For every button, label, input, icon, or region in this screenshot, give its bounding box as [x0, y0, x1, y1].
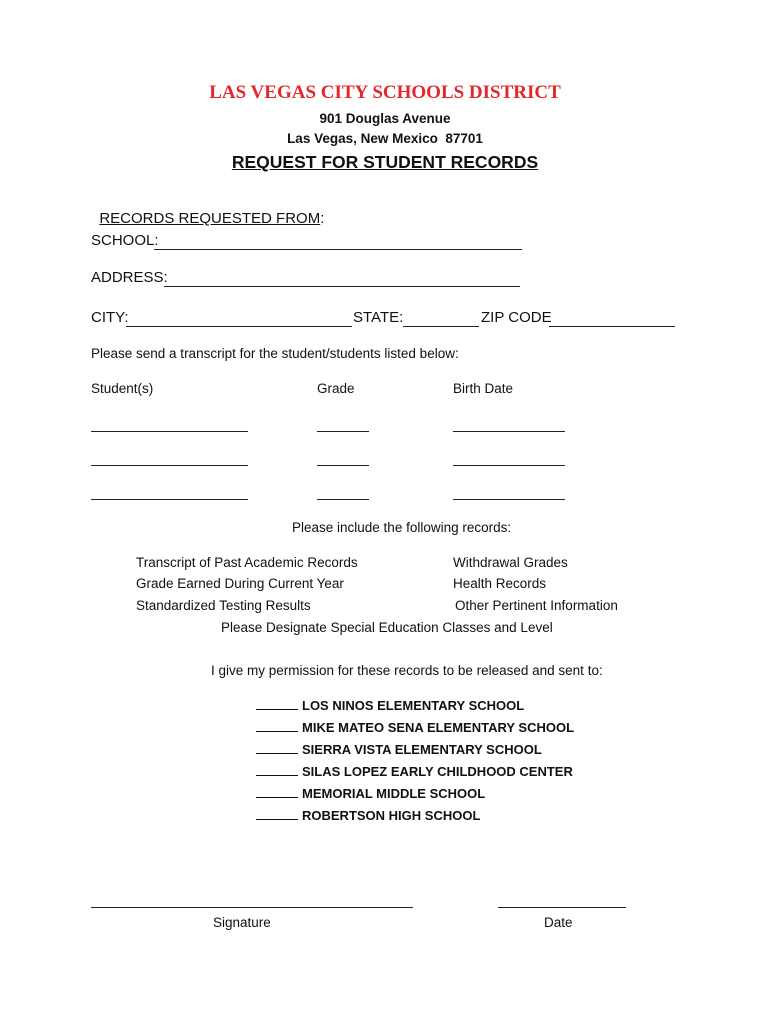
- checkbox-blank[interactable]: [256, 720, 298, 732]
- checkbox-blank[interactable]: [256, 808, 298, 820]
- special-ed-note: Please Designate Special Education Classes and Level: [221, 620, 553, 635]
- zip-field[interactable]: [549, 326, 675, 327]
- student-grade-field[interactable]: [317, 431, 369, 432]
- transcript-request-text: Please send a transcript for the student/students listed below:: [91, 346, 459, 361]
- student-birth-date-field[interactable]: [453, 499, 565, 500]
- state-field-label: STATE:: [353, 309, 404, 326]
- destination-school-option[interactable]: [256, 742, 542, 757]
- destination-school-option[interactable]: [256, 764, 573, 779]
- student-birth-date-field[interactable]: [453, 465, 565, 466]
- record-item: Health Records: [453, 576, 547, 591]
- student-name-field[interactable]: [91, 499, 248, 500]
- signature-label: Signature: [213, 915, 271, 930]
- checkbox-blank[interactable]: [256, 742, 298, 754]
- school-field[interactable]: [154, 249, 522, 250]
- school-field-label: SCHOOL:: [91, 232, 159, 249]
- record-item: Grade Earned During Current Year: [136, 576, 344, 591]
- student-name-field[interactable]: [91, 431, 248, 432]
- destination-school-label: LOS NINOS ELEMENTARY SCHOOL: [302, 698, 525, 713]
- record-item: Other Pertinent Information: [455, 598, 618, 613]
- date-field[interactable]: [498, 907, 626, 908]
- destination-school-option[interactable]: [256, 808, 480, 823]
- column-header-students: Student(s): [91, 381, 154, 396]
- destination-school-label: SIERRA VISTA ELEMENTARY SCHOOL: [302, 742, 542, 757]
- record-item: Withdrawal Grades: [453, 555, 568, 570]
- column-header-birth-date: Birth Date: [453, 381, 514, 396]
- records-requested-from-colon: :: [320, 210, 325, 227]
- address-field-label: ADDRESS:: [91, 269, 168, 286]
- date-label: Date: [544, 915, 573, 930]
- records-intro: Please include the following records:: [292, 520, 512, 535]
- form-title: REQUEST FOR STUDENT RECORDS: [231, 152, 539, 172]
- destination-school-label: MEMORIAL MIDDLE SCHOOL: [302, 786, 486, 801]
- student-birth-date-field[interactable]: [453, 431, 565, 432]
- column-header-grade: Grade: [317, 381, 355, 396]
- destination-school-label: SILAS LOPEZ EARLY CHILDHOOD CENTER: [302, 764, 573, 779]
- district-address-street: 901 Douglas Avenue: [319, 111, 451, 126]
- district-name: LAS VEGAS CITY SCHOOLS DISTRICT: [209, 82, 561, 103]
- record-item: Transcript of Past Academic Records: [136, 555, 358, 570]
- records-requested-from-label: [91, 193, 324, 227]
- checkbox-blank[interactable]: [256, 786, 298, 798]
- student-name-field[interactable]: [91, 465, 248, 466]
- address-field[interactable]: [164, 286, 520, 287]
- permission-text: I give my permission for these records to be released and sent to:: [211, 663, 603, 678]
- destination-school-label: ROBERTSON HIGH SCHOOL: [302, 808, 481, 823]
- checkbox-blank[interactable]: [256, 764, 298, 776]
- student-grade-field[interactable]: [317, 499, 369, 500]
- checkbox-blank[interactable]: [256, 698, 298, 710]
- student-grade-field[interactable]: [317, 465, 369, 466]
- destination-school-option[interactable]: [256, 698, 524, 713]
- destination-school-option[interactable]: [256, 786, 485, 801]
- state-field[interactable]: [403, 326, 479, 327]
- destination-school-label: MIKE MATEO SENA ELEMENTARY SCHOOL: [302, 720, 575, 735]
- destination-school-option[interactable]: [256, 720, 574, 735]
- city-field-label: CITY:: [91, 309, 129, 326]
- signature-field[interactable]: [91, 907, 413, 908]
- district-address-city: Las Vegas, New Mexico 87701: [287, 131, 483, 146]
- records-requested-from-text: RECORDS REQUESTED FROM: [99, 210, 321, 227]
- record-item: Standardized Testing Results: [136, 598, 311, 613]
- city-field[interactable]: [126, 326, 352, 327]
- zip-field-label: ZIP CODE: [481, 309, 552, 326]
